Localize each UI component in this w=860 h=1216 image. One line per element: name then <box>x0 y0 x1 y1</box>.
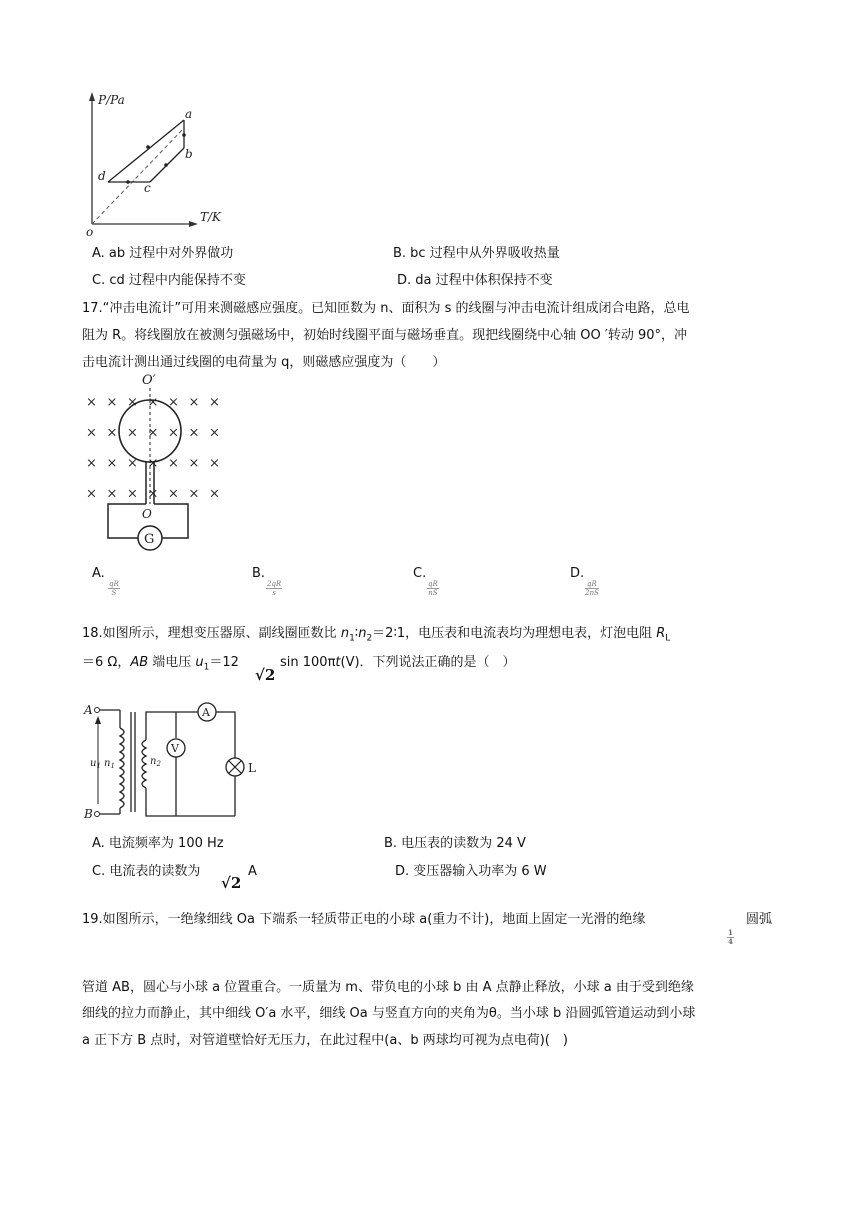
axis-y-label: P/Pa <box>98 93 125 107</box>
pt-graph <box>80 88 230 238</box>
magnetic-field-cross: × <box>147 395 159 410</box>
magnetic-field-cross: × <box>147 456 159 471</box>
q17-option-b-label[interactable]: B. <box>252 566 266 581</box>
ammeter-a-label: A <box>202 706 210 719</box>
q17-option-c-label[interactable]: C. <box>413 566 427 581</box>
magnetic-field-cross: × <box>127 425 138 441</box>
magnetic-field-cross: × <box>188 486 200 502</box>
q18-option-b[interactable]: B. 电压表的读数为 24 V <box>384 836 526 851</box>
magnetic-field-cross: × <box>106 486 118 502</box>
q17-option-d-label[interactable]: D. <box>570 566 585 581</box>
magnetic-field-cross: × <box>86 425 97 441</box>
magnetic-field-cross: × <box>209 425 220 441</box>
magnetic-field-cross: × <box>188 425 200 441</box>
q17-line-1: 17.“冲击电流计”可用来测磁感应强度。已知匝数为 n、面积为 s 的线圈与冲击电流计组成闭合电路，总电 <box>82 301 690 316</box>
magnetic-field-cross: × <box>86 456 97 471</box>
magnetic-field-cross: × <box>147 425 159 441</box>
q16-option-a[interactable]: A. ab 过程中对外界做功 <box>92 246 234 261</box>
u1-label: $u_1$ <box>90 758 101 770</box>
terminal-b-label: B <box>84 807 93 821</box>
magnetic-field-cross: × <box>127 456 138 471</box>
point-b-label: b <box>185 147 193 161</box>
magnetic-field-cross: × <box>106 456 118 471</box>
q18-line-1: 18.如图所示，理想变压器原、副线圈匝数比 $n_1∶n_2=2∶1$，电压表和电流表均为理想电表，灯泡电阻 $R_L$ <box>82 626 671 644</box>
q18-option-c[interactable]: C. 电流表的读数为 <box>92 864 201 879</box>
axis-x-label: T/K <box>200 210 222 224</box>
q19-quarter-fraction: $\frac{1}{4}$ <box>728 928 733 946</box>
galvanometer-g-label: G <box>144 532 155 547</box>
q19-line-1-end: 圆弧 <box>746 912 773 927</box>
magnetic-field-cross: × <box>127 395 138 410</box>
q18-sqrt-2: √2 <box>255 666 276 684</box>
voltmeter-v-label: V <box>171 742 179 755</box>
magnetic-field-cross: × <box>168 456 179 471</box>
q18-line-2-end: sin 100πt(V)．下列说法正确的是（ ） <box>280 655 516 670</box>
magnetic-field-cross: × <box>209 456 220 471</box>
magnetic-field-cross: × <box>86 395 97 410</box>
transformer-circuit-figure <box>80 700 270 825</box>
q16-option-c[interactable]: C. cd 过程中内能保持不变 <box>92 273 246 288</box>
q16-option-b[interactable]: B. bc 过程中从外界吸收热量 <box>393 246 560 261</box>
axis-top-o-prime-label: O′ <box>142 373 156 388</box>
q18-option-d[interactable]: D. 变压器输入功率为 6 W <box>395 864 547 879</box>
q17-line-2: 阻为 R。将线圈放在被测匀强磁场中，初始时线圈平面与磁场垂直。现把线圈绕中心轴 OO ′转动 90°，冲 <box>82 328 688 343</box>
q19-line-2: 管道 AB，圆心与小球 a 位置重合。一质量为 m、带负电的小球 b 由 A 点静止释放，小球 a 由于受到绝缘 <box>82 980 694 995</box>
q17-option-c-fraction: $\frac{qR}{nS}$ <box>428 580 438 597</box>
n1-label: $n_1$ <box>104 758 115 770</box>
q18-option-a[interactable]: A. 电流频率为 100 Hz <box>92 836 224 851</box>
q19-line-3: 细线的拉力而静止，其中细线 O′a 水平，细线 Oa 与竖直方向的夹角为θ。当小球 b 沿圆弧管道运动到小球 <box>82 1006 696 1021</box>
point-a-label: a <box>185 107 193 121</box>
q17-option-a-fraction: $\frac{qR}{S}$ <box>109 580 119 597</box>
magnetic-field-cross: × <box>209 395 220 410</box>
terminal-a-label: A <box>84 703 93 717</box>
q19-line-4: a 正下方 B 点时，对管道壁恰好无压力，在此过程中(a、b 两球均可视为点电荷)( ) <box>82 1033 568 1048</box>
magnetic-field-cross: × <box>106 395 118 410</box>
magnetic-field-cross: × <box>188 395 200 410</box>
q17-option-d-fraction: $\frac{qR}{2nS}$ <box>585 580 599 597</box>
magnetic-field-cross: × <box>209 486 220 502</box>
magnetic-field-cross: × <box>147 486 159 502</box>
q19-line-1: 19.如图所示，一绝缘细线 Oa 下端系一轻质带正电的小球 a(重力不计)，地面上固定一光滑的绝缘 <box>82 912 646 927</box>
lamp-l-label: L <box>248 761 256 775</box>
point-c-label: c <box>144 181 151 195</box>
q17-option-a-label[interactable]: A. <box>92 566 105 581</box>
magnetic-field-cross: × <box>168 486 179 502</box>
coil-magnetic-field-figure <box>80 372 250 552</box>
magnetic-field-cross: × <box>168 395 179 410</box>
magnetic-field-cross: × <box>86 486 97 502</box>
q18-option-c-sqrt: √2 <box>221 874 242 892</box>
origin-label: o <box>86 225 94 239</box>
magnetic-field-cross: × <box>168 425 179 441</box>
q17-line-3: 击电流计测出通过线圈的电荷量为 q，则磁感应强度为（ ） <box>82 355 446 370</box>
axis-bottom-o-label: O <box>142 507 152 521</box>
magnetic-field-cross: × <box>188 456 200 471</box>
q18-option-c-unit: A <box>248 864 257 879</box>
n2-label: $n_2$ <box>150 756 161 768</box>
q18-line-2: ＝6 Ω，AB 端电压 $u_1=12$ <box>82 655 239 673</box>
point-d-label: d <box>98 169 106 183</box>
magnetic-field-cross: × <box>127 486 138 502</box>
q16-option-d[interactable]: D. da 过程中体积保持不变 <box>397 273 553 288</box>
magnetic-field-cross: × <box>106 425 118 441</box>
q17-option-b-fraction: $\frac{2qR}{s}$ <box>267 580 282 597</box>
